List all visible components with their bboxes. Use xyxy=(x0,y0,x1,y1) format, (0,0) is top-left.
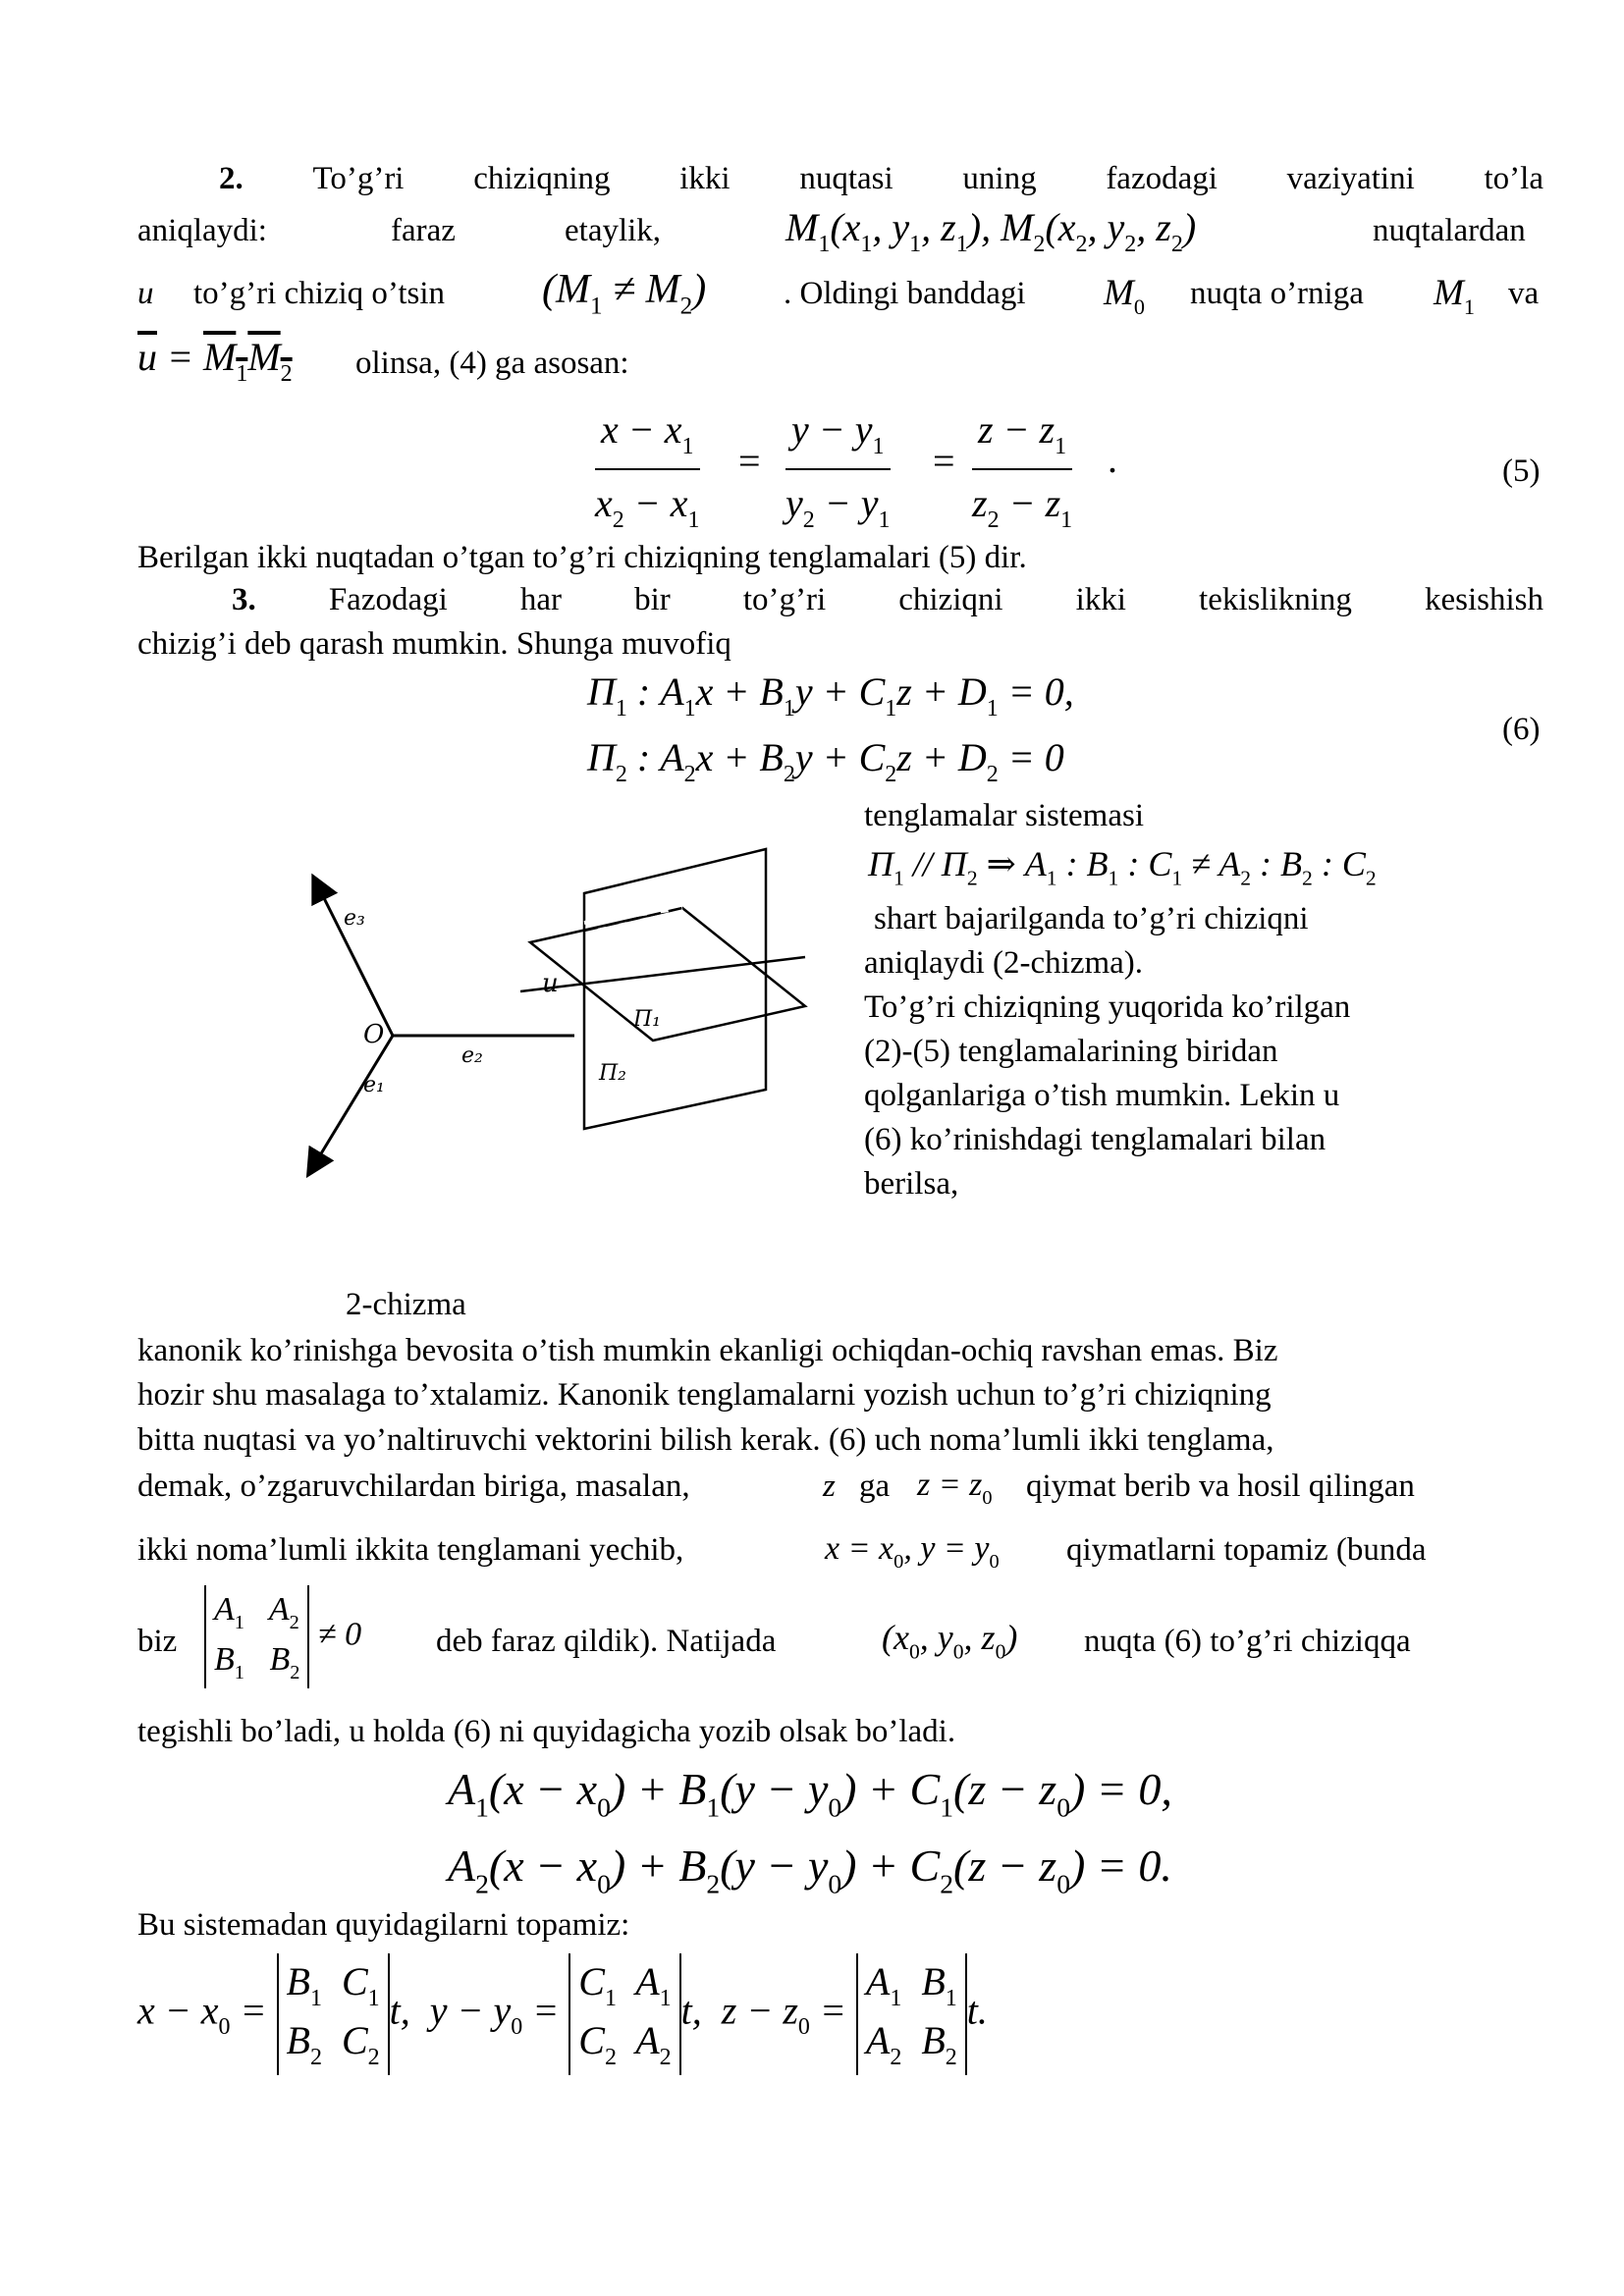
label-p1: П₁ xyxy=(633,1007,662,1032)
para3-word: kesishish xyxy=(1424,582,1543,617)
body-line4-a: demak, o’zgaruvchilardan biriga, masalan, xyxy=(137,1468,690,1504)
para2-word: chiziqning xyxy=(473,161,611,196)
right-col-line: aniqlaydi (2-chizma). xyxy=(864,945,1144,981)
right-col-line: (2)-(5) tenglamalarining biridan xyxy=(864,1034,1278,1069)
fraction-z: $\frac{z - z_1}{z_2 - z_1}$ xyxy=(972,407,1073,533)
para2-line2-word: faraz xyxy=(391,213,456,248)
para2-word: fazodagi xyxy=(1106,161,1218,196)
para3-word: har xyxy=(519,582,563,617)
label-e2: e₂ xyxy=(461,1043,483,1068)
para2-conclusion: Berilgan ikki nuqtadan o’tgan to’g’ri chiziqning tenglamalari (5) dir. xyxy=(137,540,1027,575)
m0-symbol: $M_0$ xyxy=(1104,273,1145,319)
point-x0-y0-z0: ($x_0$, $y_0$, $z_0$) xyxy=(882,1618,1018,1664)
right-col-line: berilsa, xyxy=(864,1166,959,1201)
m1-neq-m2-formula: $(M_1 \ne M_2)$ xyxy=(542,267,707,320)
para2-line3-d: va xyxy=(1508,276,1540,311)
plane2-equation: $П_2$ : $A_2x + B_2y + C_2z + D_2 = 0$ xyxy=(587,735,1064,787)
para2-line2-word: etaylik, xyxy=(565,213,662,248)
para3-word: Fazodagi xyxy=(328,582,448,617)
para3-word: tekislikning xyxy=(1199,582,1352,617)
body-line6-c: nuqta (6) to’g’ri chiziqqa xyxy=(1084,1624,1411,1659)
para2-word: ikki xyxy=(679,161,731,196)
equals-sign: = xyxy=(738,439,761,483)
para3-line2: chizig’i deb qarash mumkin. Shunga muvofiq xyxy=(137,626,731,662)
right-col-line: qolganlariga o’tish mumkin. Lekin u xyxy=(864,1078,1340,1113)
para2-number: 2. xyxy=(219,161,244,196)
para2-line3-a: to’g’ri chiziq o’tsin xyxy=(193,276,446,311)
para2-line3-c: nuqta o’rniga xyxy=(1190,276,1364,311)
right-col-line: (6) ko’rinishdagi tenglamalari bilan xyxy=(864,1122,1326,1157)
period: . xyxy=(1108,437,1117,481)
para3-line1 xyxy=(137,584,1543,616)
body-line: bitta nuqtasi va yo’naltiruvchi vektorini bilish kerak. (6) uch noma’lumli ikki tenglama, xyxy=(137,1422,1274,1458)
points-m1-m2-formula: $M_1(x_1$, $y_1$, $z_1$), $M_2(x_2$, $y_2$, $z_2$) xyxy=(785,205,1197,257)
equation-label-5: (5) xyxy=(1502,454,1541,489)
para3-word: to’g’ri xyxy=(742,582,827,617)
para2-word: nuqtasi xyxy=(799,161,893,196)
axis-e3 xyxy=(314,879,393,1036)
label-u: u xyxy=(542,969,559,998)
para2-line3-b: . Oldingi banddagi xyxy=(784,276,1026,311)
var-z: z xyxy=(823,1468,836,1504)
para2-word: to’la xyxy=(1484,161,1543,196)
plane-p2 xyxy=(584,849,766,1129)
para3-word: ikki xyxy=(1075,582,1126,617)
body-line8: Bu sistemadan quyidagilarni topamiz: xyxy=(137,1907,630,1943)
body-line6-a: biz xyxy=(137,1624,178,1659)
right-col-line: To’g’ri chiziqning yuqorida ko’rilgan xyxy=(864,989,1351,1025)
para2-word: To’g’ri xyxy=(312,161,405,196)
u-vector-formula: $\overline{u} = M_1M_2$ xyxy=(137,335,293,387)
body-line4-c: qiymat berib va hosil qilingan xyxy=(1026,1468,1415,1504)
determinant-relations: $x - x_0$ = $B_1$ $C_1$ $B_2$ $C_2$ t, $y - y_0$ = $C_1$ $A_1$ $C_2$ $A_2$ t, $z - z_0$ = $A_1$ $B_1$ $A_2$ $B_2$ t. xyxy=(137,1953,988,2075)
body-line5-a: ikki noma’lumli ikkita tenglamani yechib, xyxy=(137,1532,684,1568)
equals-sign: = xyxy=(933,439,955,483)
determinant-condition: $A_1$ $A_2$ $B_1$ $B_2$ ≠ 0 xyxy=(204,1585,361,1688)
para2-line1 xyxy=(137,163,1543,195)
para2-line4: olinsa, (4) ga asosan: xyxy=(355,346,629,381)
system-equation-1: $A_1(x - x_0) + B_1(y - y_0) + C_1(z - z_0) = 0$, xyxy=(448,1764,1172,1823)
label-e1: e₁ xyxy=(363,1073,385,1097)
line-u xyxy=(520,957,805,991)
para2-word: uning xyxy=(962,161,1037,196)
parallel-condition: $П_1 // П_2$ ⇒ $A_1$ : $B_1$ : $C_1 \ne A_2$ : $B_2$ : $C_2$ xyxy=(868,844,1377,890)
figure-caption: 2-chizma xyxy=(346,1287,466,1322)
para3-number: 3. xyxy=(232,582,256,617)
body-line: kanonik ko’rinishga bevosita o’tish mumkin ekanligi ochiqdan-ochiq ravshan emas. Biz xyxy=(137,1333,1278,1368)
para2-line2-tail: nuqtalardan xyxy=(1373,213,1526,248)
body-line: hozir shu masalaga to’xtalamiz. Kanonik tenglamalarni yozish uchun to’g’ri chiziqning xyxy=(137,1377,1272,1413)
right-col-line: shart bajarilganda to’g’ri chiziqni xyxy=(874,901,1309,936)
para3-word: chiziqni xyxy=(898,582,1003,617)
equation-label-6: (6) xyxy=(1502,712,1541,747)
m1-symbol: $M_1$ xyxy=(1434,273,1475,319)
fraction-y: $\frac{y - y_1}{y_2 - y_1}$ xyxy=(785,407,891,533)
var-u: u xyxy=(137,276,154,311)
para2-word: vaziyatini xyxy=(1286,161,1415,196)
label-e3: e₃ xyxy=(344,906,365,931)
body-line5-b: qiymatlarni topamiz (bunda xyxy=(1066,1532,1427,1568)
body-line4-b: ga xyxy=(859,1468,891,1504)
figure-planes-intersection xyxy=(285,834,835,1188)
system-equation-2: $A_2(x - x_0) + B_2(y - y_0) + C_2(z - z_0) = 0$. xyxy=(448,1841,1172,1899)
body-line6-b: deb faraz qildik). Natijada xyxy=(436,1624,777,1659)
z-equals-z0: $z = z_0$ xyxy=(917,1467,993,1510)
right-col-line: tenglamalar sistemasi xyxy=(864,798,1144,833)
axis-e1 xyxy=(309,1036,393,1173)
x-y-values: $x = x_0$, $y = y_0$ xyxy=(825,1530,1000,1574)
fraction-x: $\frac{x - x_1}{x_2 - x_1}$ xyxy=(595,407,700,533)
body-line7: tegishli bo’ladi, u holda (6) ni quyidagicha yozib olsak bo’ladi. xyxy=(137,1714,956,1749)
para2-line2-word: aniqlaydi: xyxy=(137,213,267,248)
label-p2: П₂ xyxy=(599,1061,627,1086)
plane1-equation: $П_1$ : $A_1x + B_1y + C_1z + D_1 = 0$, xyxy=(587,669,1074,721)
label-origin: O xyxy=(363,1020,385,1049)
para3-word: bir xyxy=(634,582,671,617)
